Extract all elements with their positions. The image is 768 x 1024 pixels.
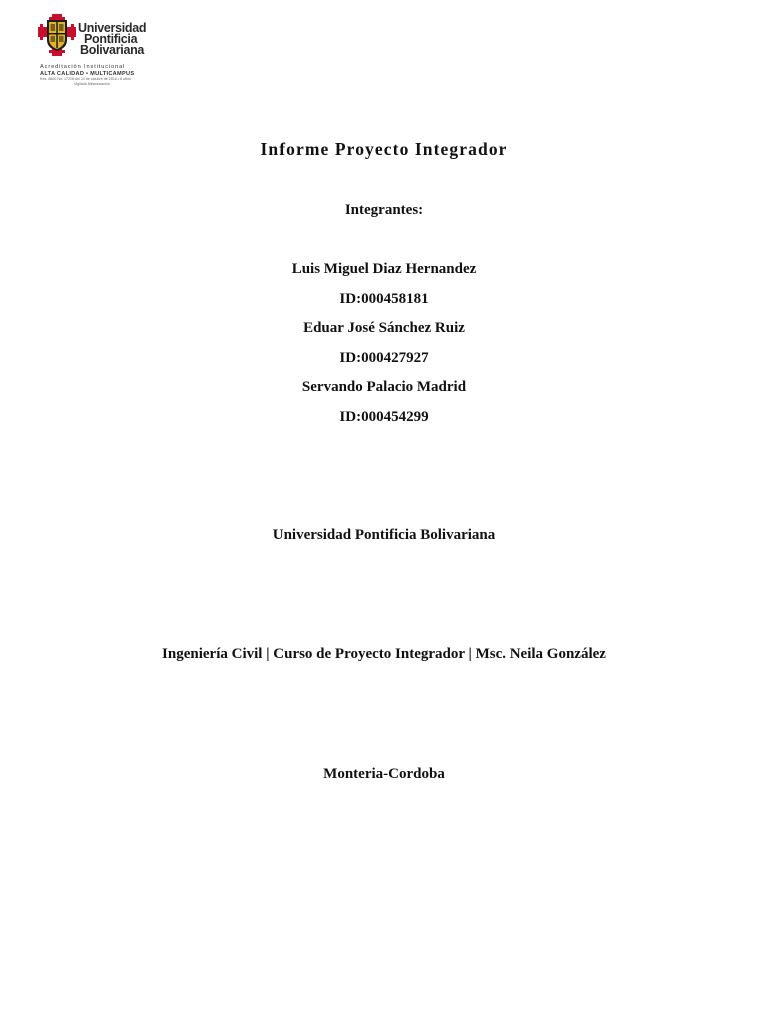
member-name: Servando Palacio Madrid [301,379,467,395]
member-id: ID:000427927 [339,350,429,366]
logo-accreditation [40,64,148,86]
logo-resolution-text: Res. 8800 No. 17228 del 24 de octubre de 2018 • 8 años [40,77,131,81]
logo-name-line1: Universidad [78,21,147,35]
member-name: Luis Miguel Diaz Hernandez [291,261,477,277]
member-id: ID:000454299 [339,409,429,425]
location: Monteria-Cordoba [323,766,445,782]
logo-accreditation-text: Acreditación Institucional [40,64,126,70]
logo-name-line2: Pontificia [84,32,138,46]
logo-validity-text: Vigilada Mineducación [74,81,110,86]
member-id: ID:000458181 [339,291,429,307]
logo-name-line3: Bolivariana [80,43,145,57]
crest-icon [38,14,76,56]
university-logo [38,14,148,90]
members-label: Integrantes: [344,202,424,218]
logo-name [78,23,146,56]
document-title: Informe Proyecto Integrador [260,139,508,159]
logo-quality-text: ALTA CALIDAD • MULTICAMPUS [40,70,135,77]
university-name: Universidad Pontificia Bolivariana [272,527,496,543]
course-line: Ingeniería Civil | Curso de Proyecto Integrador | Msc. Neila González [162,646,606,662]
member-name: Eduar José Sánchez Ruiz [303,320,465,336]
